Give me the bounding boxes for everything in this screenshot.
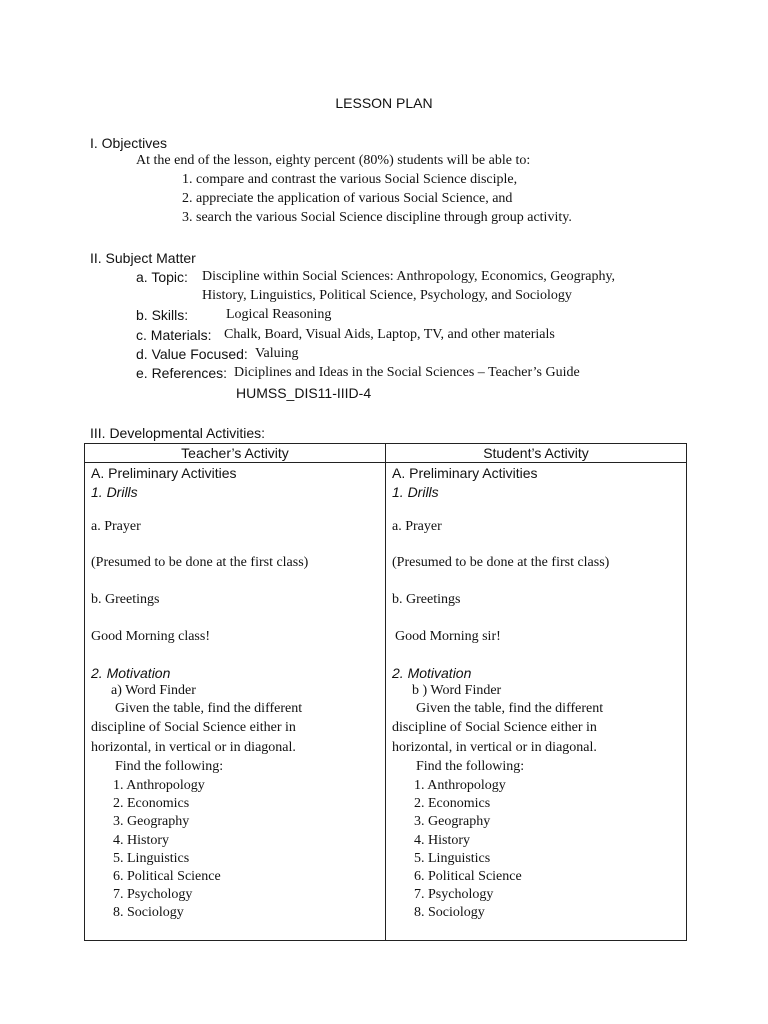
student-column-header: Student’s Activity [386, 444, 687, 463]
prayer-label: a. Prayer [91, 519, 141, 534]
prayer-label: a. Prayer [392, 519, 442, 534]
instruction-line: discipline of Social Science either in [392, 720, 597, 735]
instruction-line: discipline of Social Science either in [91, 720, 296, 735]
objective-item: 3. search the various Social Science discipline through group activity. [182, 210, 572, 225]
developmental-heading: III. Developmental Activities: [90, 425, 266, 441]
instruction-line: horizontal, in vertical or in diagonal. [392, 740, 597, 755]
list-item: 2. Economics [414, 796, 491, 811]
list-item: 8. Sociology [414, 905, 485, 920]
table-header-row [85, 444, 687, 463]
subject-matter-heading: II. Subject Matter [90, 250, 196, 266]
motivation-heading: 2. Motivation [91, 665, 171, 681]
preliminary-heading: A. Preliminary Activities [392, 465, 538, 481]
list-item: 5. Linguistics [414, 851, 491, 866]
student-cell [386, 463, 687, 941]
list-item: 6. Political Science [414, 869, 522, 884]
topic-text: Discipline within Social Sciences: Anthropology, Economics, Geography, [202, 269, 616, 284]
list-item: 1. Anthropology [414, 778, 506, 793]
list-item: 5. Linguistics [113, 851, 190, 866]
list-item: 4. History [113, 833, 169, 848]
objectives-heading: I. Objectives [90, 135, 168, 151]
list-item: 8. Sociology [113, 905, 184, 920]
word-finder-label: b ) Word Finder [412, 683, 502, 698]
list-item: 7. Psychology [414, 887, 494, 902]
list-item: 3. Geography [113, 814, 190, 829]
teacher-cell [85, 463, 386, 941]
list-item: 4. History [414, 833, 470, 848]
topic-text-cont: History, Linguistics, Political Science, Psychology, and Sociology [202, 288, 572, 303]
value-text: Valuing [255, 346, 299, 361]
presumed-note: (Presumed to be done at the first class) [91, 555, 309, 570]
drills-heading: 1. Drills [392, 484, 439, 500]
objective-item: 2. appreciate the application of various Social Science, and [182, 191, 513, 206]
instruction-line: Given the table, find the different [115, 701, 303, 716]
teacher-column-header: Teacher’s Activity [85, 444, 386, 463]
activities-table [84, 443, 687, 941]
curriculum-code: HUMSS_DIS11-IIID-4 [236, 385, 372, 401]
word-finder-label: a) Word Finder [111, 683, 196, 698]
value-label: d. Value Focused: [136, 346, 248, 362]
references-label: e. References: [136, 365, 228, 381]
page-title: LESSON PLAN [335, 95, 433, 111]
objective-item: 1. compare and contrast the various Social Science disciple, [182, 172, 518, 187]
list-item: 2. Economics [113, 796, 190, 811]
list-item: 6. Political Science [113, 869, 221, 884]
instruction-line: horizontal, in vertical or in diagonal. [91, 740, 296, 755]
greetings-label: b. Greetings [91, 592, 160, 607]
table-row [85, 463, 687, 941]
objectives-intro: At the end of the lesson, eighty percent (80%) students will be able to: [136, 153, 531, 168]
list-item: 1. Anthropology [113, 778, 205, 793]
skills-text: Logical Reasoning [226, 307, 332, 322]
materials-text: Chalk, Board, Visual Aids, Laptop, TV, and other materials [224, 327, 555, 342]
presumed-note: (Presumed to be done at the first class) [392, 555, 610, 570]
topic-label: a. Topic: [136, 269, 188, 285]
find-following: Find the following: [416, 759, 525, 774]
materials-label: c. Materials: [136, 327, 212, 343]
greeting-text: Good Morning sir! [395, 629, 501, 644]
find-following: Find the following: [115, 759, 224, 774]
list-item: 3. Geography [414, 814, 491, 829]
list-item: 7. Psychology [113, 887, 193, 902]
motivation-heading: 2. Motivation [392, 665, 472, 681]
greetings-label: b. Greetings [392, 592, 461, 607]
skills-label: b. Skills: [136, 307, 189, 323]
drills-heading: 1. Drills [91, 484, 138, 500]
instruction-line: Given the table, find the different [416, 701, 604, 716]
preliminary-heading: A. Preliminary Activities [91, 465, 237, 481]
greeting-text: Good Morning class! [91, 629, 210, 644]
references-text: Diciplines and Ideas in the Social Sciences – Teacher’s Guide [234, 365, 580, 380]
